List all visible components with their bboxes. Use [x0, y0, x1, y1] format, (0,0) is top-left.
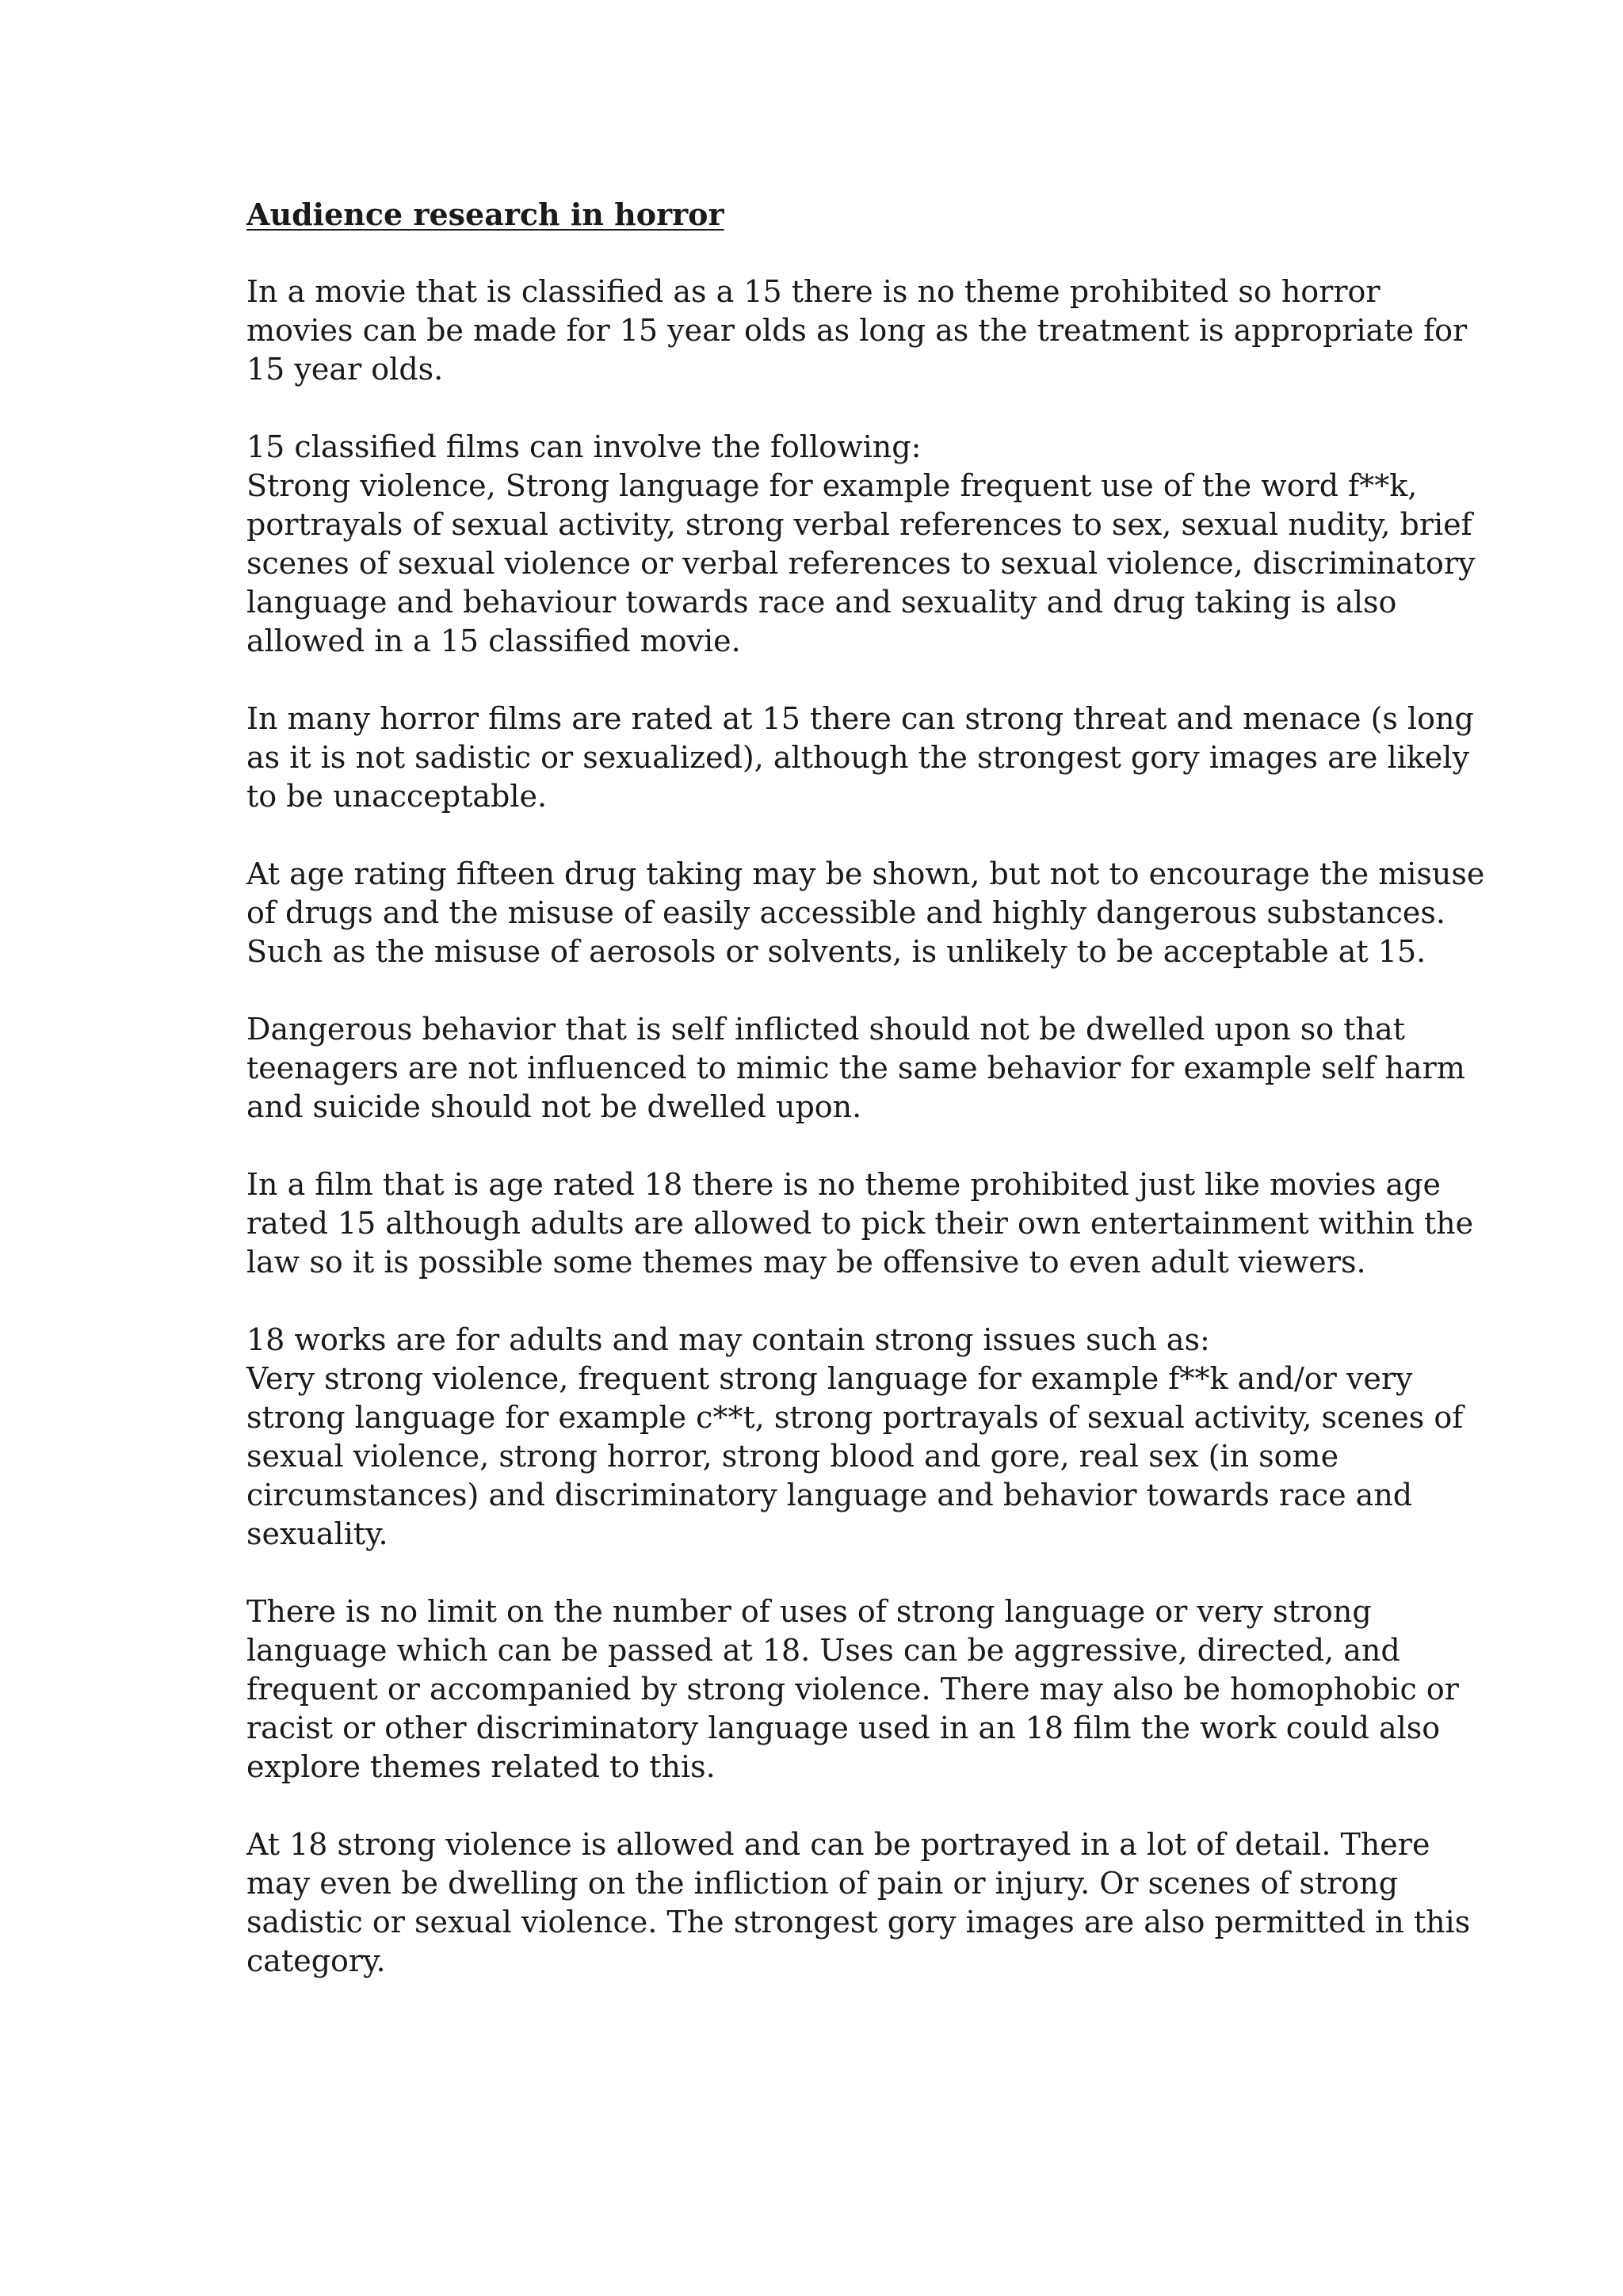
- paragraph-line: 15 year olds.: [246, 352, 444, 387]
- paragraph-line: In a movie that is classified as a 15 there is no theme prohibited so horror: [246, 274, 1381, 309]
- paragraph-line: Very strong violence, frequent strong language for example f**k and/or very: [246, 1361, 1413, 1396]
- paragraph-18-content: [246, 1321, 1464, 1554]
- paragraph-line: frequent or accompanied by strong violence. There may also be homophobic or: [246, 1672, 1459, 1707]
- paragraph-15-dangerous-behaviour: [246, 1010, 1465, 1127]
- paragraph-line: Such as the misuse of aerosols or solvents, is unlikely to be acceptable at 15.: [246, 934, 1426, 969]
- paragraph-line: In many horror films are rated at 15 there can strong threat and menace (s long: [246, 701, 1474, 736]
- paragraph-18-language: [246, 1592, 1459, 1787]
- paragraph-line: allowed in a 15 classified movie.: [246, 624, 741, 658]
- paragraph-line: At 18 strong violence is allowed and can be portrayed in a lot of detail. There: [246, 1827, 1430, 1862]
- paragraph-18-themes: [246, 1165, 1474, 1282]
- paragraph-15-content: [246, 428, 1476, 661]
- paragraph-line: as it is not sadistic or sexualized), although the strongest gory images are likely: [246, 740, 1469, 775]
- paragraph-line: language and behaviour towards race and sexuality and drug taking is also: [246, 585, 1397, 620]
- paragraph-line: racist or other discriminatory language used in an 18 film the work could also: [246, 1711, 1441, 1745]
- paragraph-line: law so it is possible some themes may be offensive to even adult viewers.: [246, 1245, 1366, 1280]
- paragraph-line: portrayals of sexual activity, strong verbal references to sex, sexual nudity, brief: [246, 507, 1472, 542]
- paragraph-line: There is no limit on the number of uses of strong language or very strong: [246, 1594, 1372, 1629]
- paragraph-15-themes: [246, 273, 1468, 389]
- paragraph-line: In a film that is age rated 18 there is no theme prohibited just like movies age: [246, 1167, 1442, 1202]
- paragraph-line: movies can be made for 15 year olds as long as the treatment is appropriate for: [246, 313, 1468, 348]
- paragraph-line: sexual violence, strong horror, strong blood and gore, real sex (in some: [246, 1439, 1339, 1474]
- paragraph-line: may even be dwelling on the infliction of pain or injury. Or scenes of strong: [246, 1866, 1399, 1901]
- paragraph-line: Dangerous behavior that is self inflicted should not be dwelled upon so that: [246, 1012, 1405, 1047]
- paragraph-15-drugs: [246, 855, 1485, 971]
- paragraph-line: Strong violence, Strong language for example frequent use of the word f**k,: [246, 468, 1418, 503]
- paragraph-15-horror: [246, 700, 1474, 816]
- paragraph-line: explore themes related to this.: [246, 1749, 716, 1784]
- paragraph-line: sadistic or sexual violence. The strongest gory images are also permitted in this: [246, 1905, 1471, 1939]
- paragraph-line: and suicide should not be dwelled upon.: [246, 1089, 862, 1124]
- paragraph-18-violence: [246, 1825, 1471, 1981]
- paragraph-line: strong language for example c**t, strong portrayals of sexual activity, scenes of: [246, 1400, 1464, 1435]
- paragraph-line: circumstances) and discriminatory language and behavior towards race and: [246, 1478, 1413, 1512]
- paragraph-line: 18 works are for adults and may contain strong issues such as:: [246, 1322, 1210, 1357]
- paragraph-line: category.: [246, 1943, 386, 1978]
- paragraph-line: teenagers are not influenced to mimic the same behavior for example self harm: [246, 1051, 1465, 1085]
- paragraph-line: of drugs and the misuse of easily accessible and highly dangerous substances.: [246, 895, 1445, 930]
- paragraph-line: language which can be passed at 18. Uses can be aggressive, directed, and: [246, 1633, 1400, 1668]
- paragraph-line: scenes of sexual violence or verbal references to sexual violence, discriminatory: [246, 546, 1476, 581]
- document-title: Audience research in horror: [246, 196, 724, 232]
- document-page: [246, 195, 1485, 2019]
- paragraph-line: to be unacceptable.: [246, 779, 548, 814]
- paragraph-line: rated 15 although adults are allowed to pick their own entertainment within the: [246, 1206, 1474, 1241]
- paragraph-line: 15 classified films can involve the following:: [246, 429, 922, 464]
- paragraph-line: sexuality.: [246, 1516, 388, 1551]
- paragraph-line: At age rating fifteen drug taking may be shown, but not to encourage the misuse: [246, 856, 1485, 891]
